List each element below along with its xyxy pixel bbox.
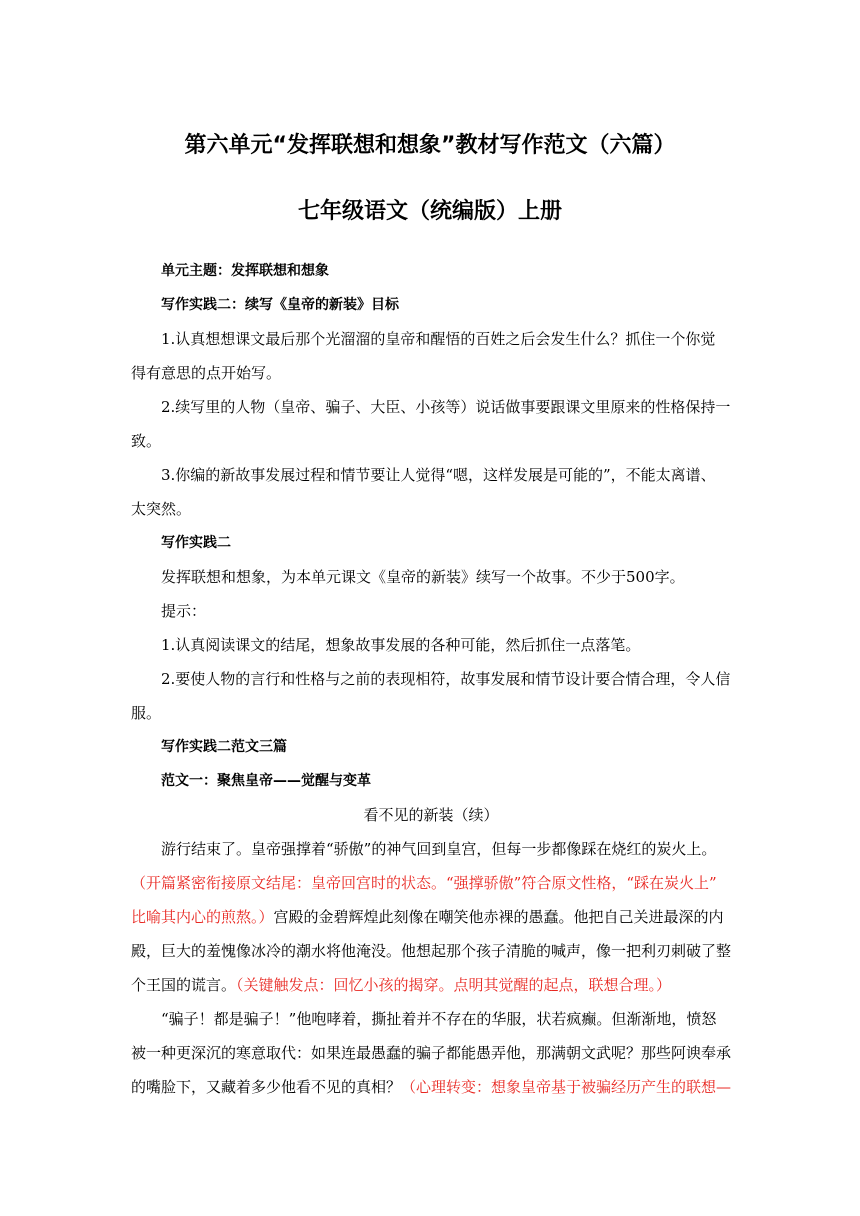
- goal-1-line-1: 1.认真想想课文最后那个光溜溜的皇帝和醒悟的百姓之后会发生什么？抓住一个你觉: [161, 330, 716, 348]
- goal-3-line-1: 3.你编的新故事发展过程和情节要让人觉得“嗯，这样发展是可能的”，不能太离谱、: [161, 466, 716, 484]
- essay-p1-line-1: 游行结束了。皇帝强撑着“骄傲”的神气回到皇宫，但每一步都像踩在烧红的炭火上。: [161, 840, 717, 858]
- practice-heading: 写作实践二: [161, 535, 231, 551]
- hint-2-line-2: 服。: [131, 704, 162, 722]
- essay-annotation-1b: 比喻其内心的煎熬。）: [131, 908, 274, 926]
- goal-2-line-2: 致。: [131, 432, 162, 450]
- sample-1-heading: 范文一：聚焦皇帝——觉醒与变革: [161, 773, 371, 789]
- essay-annotation-2: （关键触发点：回忆小孩的揭穿。点明其觉醒的起点，联想合理。）: [236, 976, 672, 994]
- goal-3-line-2: 太突然。: [131, 500, 192, 518]
- essay-p1-line-4: 殿，巨大的羞愧像冰冷的潮水将他淹没。他想起那个孩子清脆的喊声，像一把利刃刺破了整: [131, 942, 732, 960]
- essay-p2-line-3: 的嘴脸下，又藏着多少他看不见的真相？: [131, 1078, 402, 1096]
- essay-p1-line-5: 个王国的谎言。: [131, 976, 237, 994]
- hint-label: 提示：: [161, 602, 207, 620]
- hint-1: 1.认真阅读课文的结尾，想象故事发展的各种可能，然后抓住一点落笔。: [161, 636, 641, 654]
- samples-heading: 写作实践二范文三篇: [161, 739, 287, 755]
- practice-goal-heading: 写作实践二：续写《皇帝的新装》目标: [161, 297, 399, 313]
- essay-annotation-1a: （开篇紧密衔接原文结尾：皇帝回宫时的状态。“强撑骄傲”符合原文性格，“踩在炭火上”: [131, 874, 717, 892]
- document-subtitle: 七年级语文（统编版）上册: [297, 199, 562, 224]
- hint-2-line-1: 2.要使人物的言行和性格与之前的表现相符，故事发展和情节设计要合情合理，令人信: [161, 670, 731, 688]
- document-title: 第六单元“发挥联想和想象”教材写作范文（六篇）: [184, 133, 676, 158]
- unit-theme: 单元主题：发挥联想和想象: [161, 263, 329, 279]
- body-text: [131, 254, 731, 1104]
- essay-annotation-3: （心理转变：想象皇帝基于被骗经历产生的联想—: [401, 1078, 732, 1096]
- essay-title: 看不见的新装（续）: [363, 806, 499, 824]
- practice-text: 发挥联想和想象，为本单元课文《皇帝的新装》续写一个故事。不少于500字。: [161, 568, 685, 586]
- essay-p2-line-2: 被一种更深沉的寒意取代：如果连最愚蠢的骗子都能愚弄他，那满朝文武呢？那些阿谀奉承: [131, 1044, 732, 1062]
- goal-2-line-1: 2.续写里的人物（皇帝、骗子、大臣、小孩等）说话做事要跟课文里原来的性格保持一: [161, 398, 731, 416]
- essay-p1-line-3: 宫殿的金碧辉煌此刻像在嘲笑他赤裸的愚蠢。他把自己关进最深的内: [273, 908, 724, 926]
- essay-p2-line-1: “骗子！都是骗子！”他咆哮着，撕扯着并不存在的华服，状若疯癫。但渐渐地，愤怒: [161, 1010, 717, 1028]
- goal-1-line-2: 得有意思的点开始写。: [131, 364, 282, 382]
